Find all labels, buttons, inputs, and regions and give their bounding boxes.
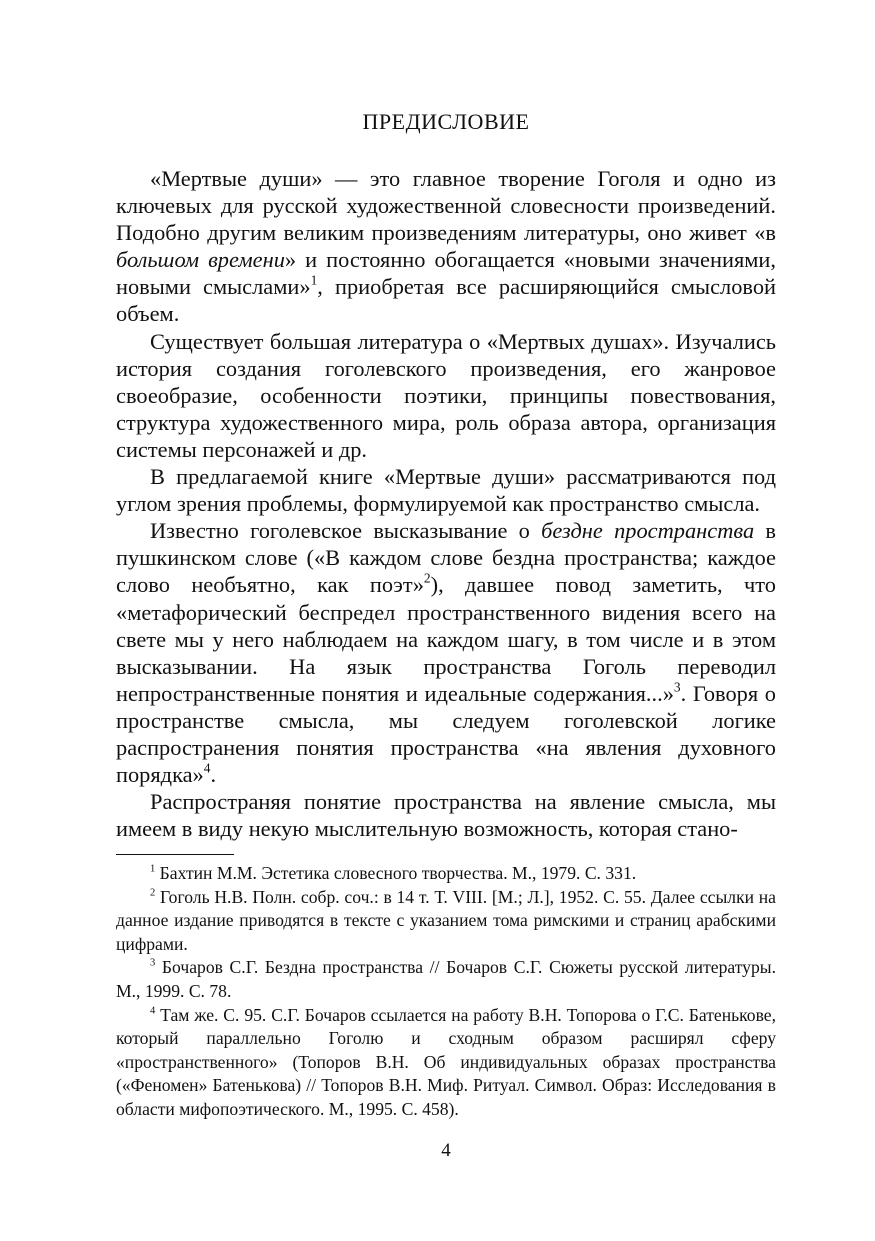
footnote-ref-2[interactable]: 2 [423,571,431,586]
paragraph-2: Существует большая литература о «Мертвых душах». Изучались история создания гоголевского произведения, его жанровое своеобразие, особенности поэтики, принципы повествования, структура художественного мира, роль образа автора, организация системы персонажей и др. [116,328,776,462]
footnote-ref-4[interactable]: 4 [203,760,211,776]
footnote-3: $^3$ Бочаров С.Г. Бездна пространства // Бочаров С.Г. Сюжеты русской литературы. М., 1999. С. 78. [116,957,776,1001]
italic-phrase: бездне пространства [541,518,755,544]
chapter-title: ПРЕДИСЛОВИЕ [362,109,530,134]
page-number: 4 [441,1140,451,1161]
paragraph-3: В предлагаемой книге «Мертвые души» рассматриваются под углом зрения проблемы, формулируемой как пространство смысла. [116,464,776,517]
footnote-ref-1[interactable]: 1 [310,272,318,288]
main-text [116,165,776,842]
footnote-ref-3[interactable]: 3 [673,679,681,695]
footnote-number: 1 [150,863,156,875]
footnote-number: 2 [150,887,156,899]
paragraph-1: «Мертвые души» — это главное творение Гоголя и одно из ключевых для русской художественной словесности произведений. Подобно другим великим произведениям литературы, оно живет «в большом времени» и постоянно обогащается «новыми значениями, новыми смыслами»$^1$, приобретая все расширяющийся смысловой объем. [116,166,776,327]
italic-phrase: большом времени [116,247,285,273]
footnote-number: 3 [150,957,156,969]
book-page [116,0,776,1241]
footnote-1: $^1$ Бахтин М.М. Эстетика словесного творчества. М., 1979. С. 331. [150,863,637,883]
footnote-4: $^4$ Там же. С. 95. С.Г. Бочаров ссылается на работу В.Н. Топорова о Г.С. Батенькове, который параллельно Гоголю и сходным образом расширял сферу «пространственного» (Топоров В.Н. Об индивидуальных образах пространства («Феномен» Батенькова) // Топоров В.Н. Миф. Ритуал. Символ. Образ: Исследования в области мифопоэтического. М., 1995. С. 458). [116,1004,776,1119]
footnote-number: 4 [150,1005,156,1017]
footnote-2: $^2$ Гоголь Н.В. Полн. собр. соч.: в 14 т. Т. VIII. [М.; Л.], 1952. С. 55. Далее ссылки на данное издание приводятся в тексте с указанием тома римскими и страниц арабскими цифрами. [116,886,776,954]
paragraph-5: Распространяя понятие пространства на явление смысла, мы имеем в виду некую мыслительную возможность, которая стано- [116,789,776,842]
footnotes [116,862,776,1122]
footnote-separator [116,854,234,855]
paragraph-4: Известно гоголевское высказывание о бездне пространства в пушкинском слове («В каждом слове бездна пространства; каждое слово необъятно, как поэт»$^2$), давшее повод заметить, что «метафорический беспредел пространственного видения всего на свете мы у него наблюдаем на каждом шагу, в том числе и в этом высказывании. На язык пространства Гоголь переводил непространственные понятия и идеальные содержания...»$^3$. Говоря о пространстве смысла, мы следуем гоголевской логике распространения понятия пространства «на явления духовного порядка»$^4$. [116,518,776,788]
